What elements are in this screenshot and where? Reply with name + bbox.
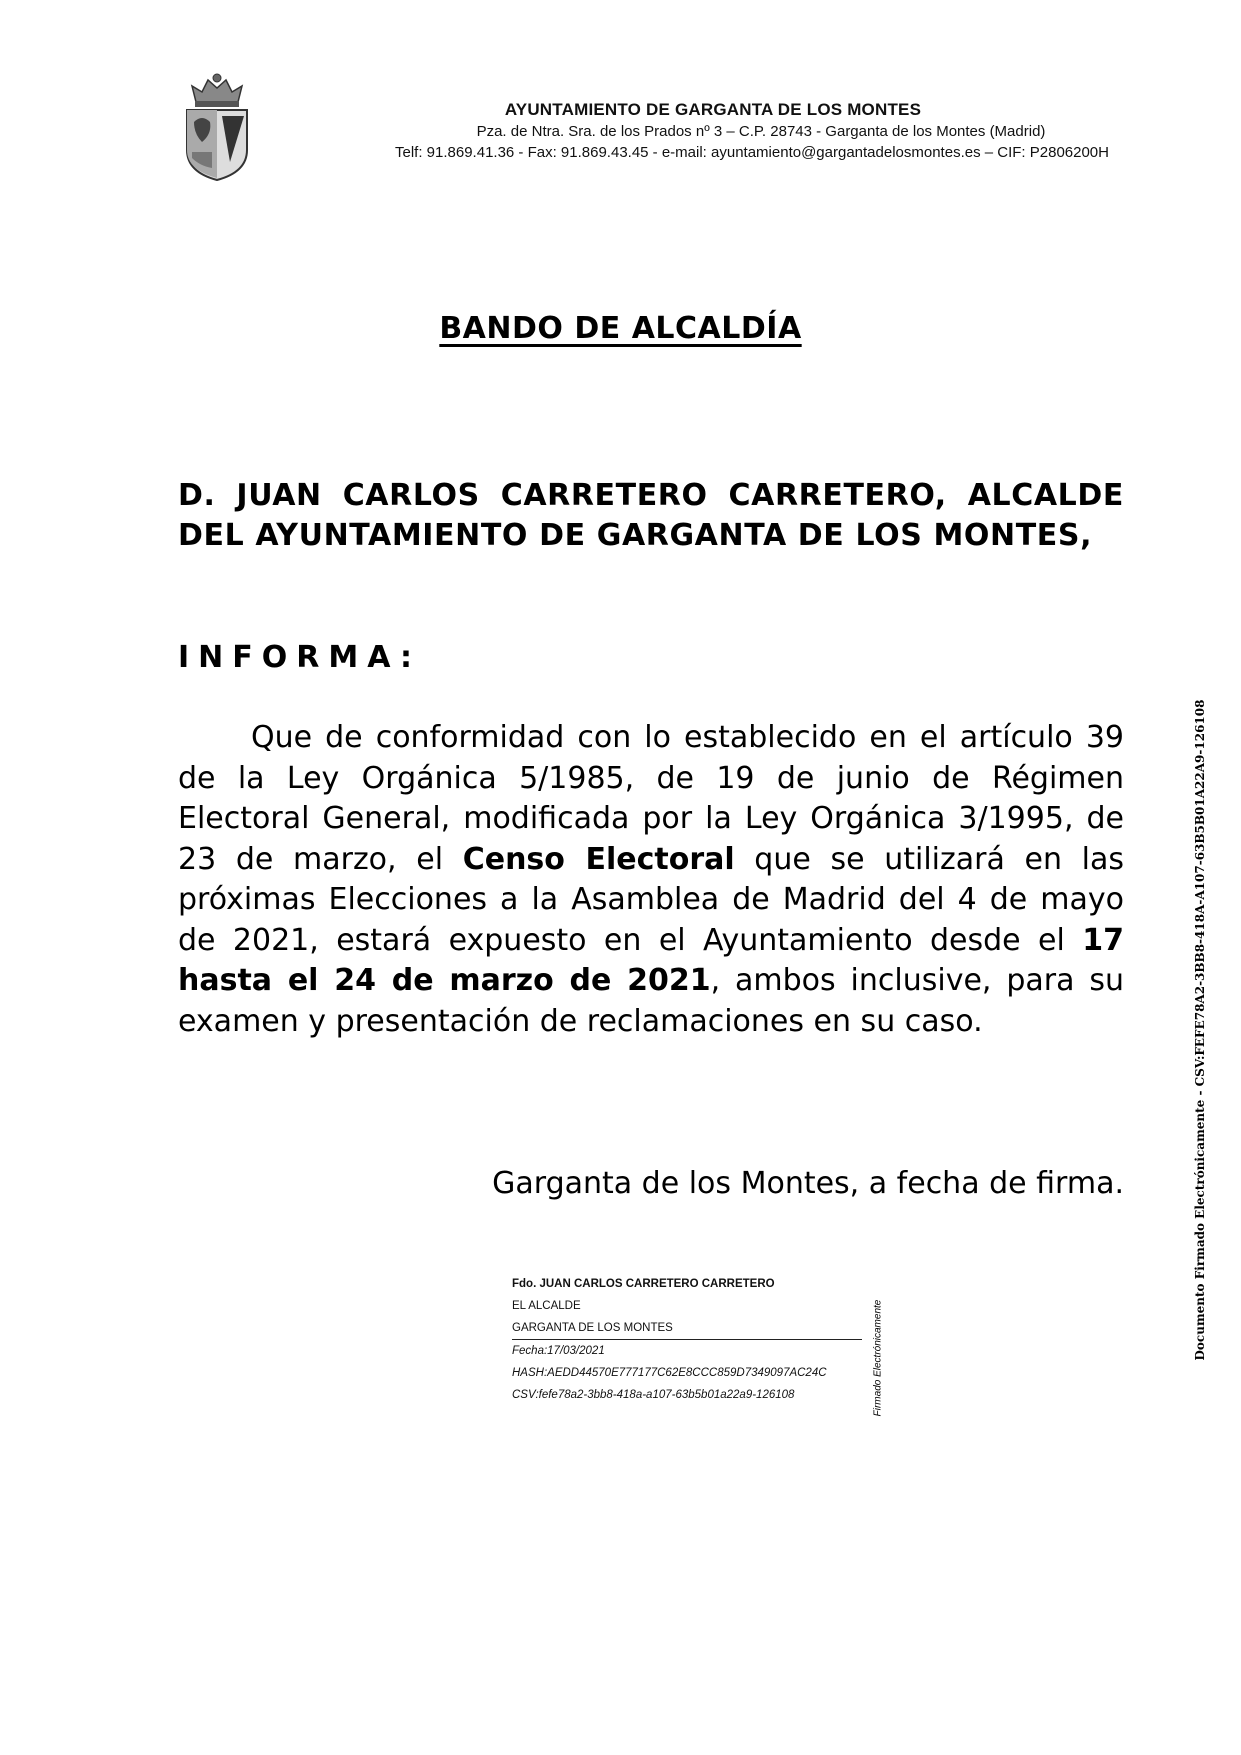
side-verification-stamp (1188, 699, 1212, 1361)
signature-vertical-text: Firmado Electrónicamente (872, 1299, 884, 1417)
body-bold-census: Censo Electoral (462, 841, 735, 877)
body-bold-dates: 17 hasta el 24 de marzo de 2021 (178, 922, 1124, 998)
organization-contact: Telf: 91.869.41.36 - Fax: 91.869.43.45 - e-mail: ayuntamiento@gargantadelosmontes.es – CIF: P2806200H (395, 144, 1109, 161)
document-title: BANDO DE ALCALDÍA (439, 311, 802, 346)
side-stamp-text: Documento Firmado Electrónicamente - CSV:FEFE78A2-3BB8-418A-A107-63B5B01A22A9-126108 (1193, 699, 1207, 1361)
signature-date: Fecha:17/03/2021 (512, 1345, 605, 1357)
signature-vertical-label (868, 1288, 888, 1428)
organization-name: AYUNTAMIENTO DE GARGANTA DE LOS MONTES (504, 100, 922, 119)
signer-name: Fdo. JUAN CARLOS CARRETERO CARRETERO (512, 1278, 775, 1290)
organization-address: Pza. de Ntra. Sra. de los Prados nº 3 – C.P. 28743 - Garganta de los Montes (Madrid) (476, 123, 1046, 140)
letterhead (280, 100, 1160, 161)
body-text-part2: que se utilizará en las próximas Elecciones a la Asamblea de Madrid del 4 de mayo de 2021, estará expuesto en el Ayuntamiento desde el (178, 841, 1124, 958)
place-and-date: Garganta de los Montes, a fecha de firma. (492, 1166, 1124, 1201)
signature-hash: HASH:AEDD44570E777177C62E8CCC859D7349097AC24C (512, 1367, 827, 1379)
body-text-part3: , ambos inclusive, para su examen y presentación de reclamaciones en su caso. (178, 963, 1124, 1039)
informa-heading: INFORMA: (178, 640, 421, 675)
electronic-signature-block (512, 1273, 862, 1406)
mayor-statement: D. JUAN CARLOS CARRETERO CARRETERO, ALCALDE DEL AYUNTAMIENTO DE GARGANTA DE LOS MONTES, (178, 478, 1124, 553)
signature-csv: CSV:fefe78a2-3bb8-418a-a107-63b5b01a22a9-126108 (512, 1389, 795, 1401)
signer-role: EL ALCALDE (512, 1300, 581, 1312)
body-text-part1: Que de conformidad con lo establecido en el artículo 39 de la Ley Orgánica 5/1985, de 19 de junio de Régimen Electoral General, modificada por la Ley Orgánica 3/1995, de 23 de marzo, el (178, 720, 1124, 877)
document-body (178, 718, 1124, 1042)
signer-entity: GARGANTA DE LOS MONTES (512, 1317, 862, 1340)
municipal-coat-of-arms-icon (182, 72, 252, 182)
